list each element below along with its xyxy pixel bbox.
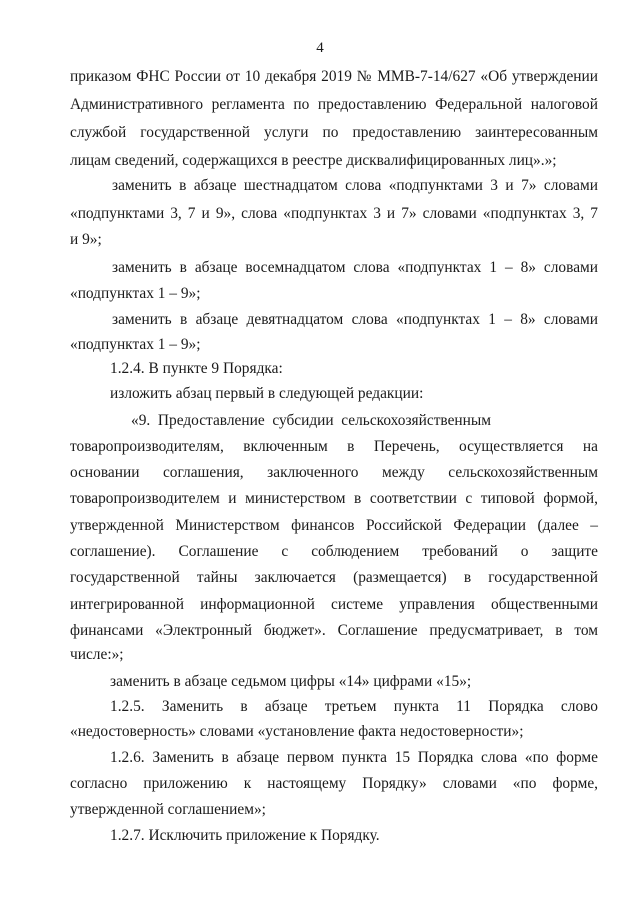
- text-line: финансами «Электронный бюджет». Соглашение предусматривает, в том: [70, 622, 598, 639]
- text-line: «9. Предоставление субсидии сельскохозяйственным: [131, 412, 491, 429]
- text-line: службой государственной услуги по предоставлению заинтересованным: [70, 124, 598, 141]
- text-line: приказом ФНС России от 10 декабря 2019 № ММВ-7-14/627 «Об утверждении: [70, 68, 598, 85]
- text-line: согласно приложению к настоящему Порядку» словами «по форме,: [70, 775, 598, 792]
- text-line: заменить в абзаце седьмом цифры «14» цифрами «15»;: [110, 673, 472, 690]
- text-line: соглашение). Соглашение с соблюдением требований о защите: [70, 543, 598, 560]
- text-line: товаропроизводителям, включенным в Перечень, осуществляется на: [70, 438, 598, 455]
- text-line: лицам сведений, содержащихся в реестре дисквалифицированных лиц».»;: [70, 152, 557, 169]
- text-line: изложить абзац первый в следующей редакции:: [110, 385, 424, 402]
- text-line: числе:»;: [70, 646, 124, 663]
- text-line: 1.2.6. Заменить в абзаце первом пункта 15 Порядка слова «по форме: [110, 749, 598, 766]
- text-line: заменить в абзаце девятнадцатом слова «подпунктах 1 – 8» словами: [112, 311, 598, 328]
- text-line: государственной тайны заключается (размещается) в государственной: [70, 569, 598, 586]
- text-line: «подпунктами 3, 7 и 9», слова «подпунктах 3 и 7» словами «подпунктах 3, 7: [70, 205, 598, 222]
- text-line: товаропроизводителем и министерством в соответствии с типовой формой,: [70, 490, 598, 507]
- text-line: утвержденной соглашением»;: [70, 801, 266, 818]
- text-line: «недостоверность» словами «установление факта недостоверности»;: [70, 723, 524, 740]
- text-line: 1.2.4. В пункте 9 Порядка:: [110, 360, 283, 377]
- page-number: 4: [316, 40, 324, 56]
- text-line: и 9»;: [70, 231, 102, 248]
- text-line: 1.2.5. Заменить в абзаце третьем пункта 11 Порядка слово: [110, 698, 598, 715]
- text-line: заменить в абзаце шестнадцатом слова «подпунктами 3 и 7» словами: [112, 177, 598, 194]
- text-line: «подпунктах 1 – 9»;: [70, 285, 201, 302]
- text-line: утвержденной Министерством финансов Российской Федерации (далее –: [70, 517, 598, 534]
- text-line: заменить в абзаце восемнадцатом слова «подпунктах 1 – 8» словами: [112, 259, 598, 276]
- text-line: интегрированной информационной системе управления общественными: [70, 596, 598, 613]
- text-line: Административного регламента по предоставлению Федеральной налоговой: [70, 96, 598, 113]
- text-line: основании соглашения, заключенного между сельскохозяйственным: [70, 464, 598, 481]
- text-line: «подпунктах 1 – 9»;: [70, 336, 201, 353]
- text-line: 1.2.7. Исключить приложение к Порядку.: [110, 827, 380, 844]
